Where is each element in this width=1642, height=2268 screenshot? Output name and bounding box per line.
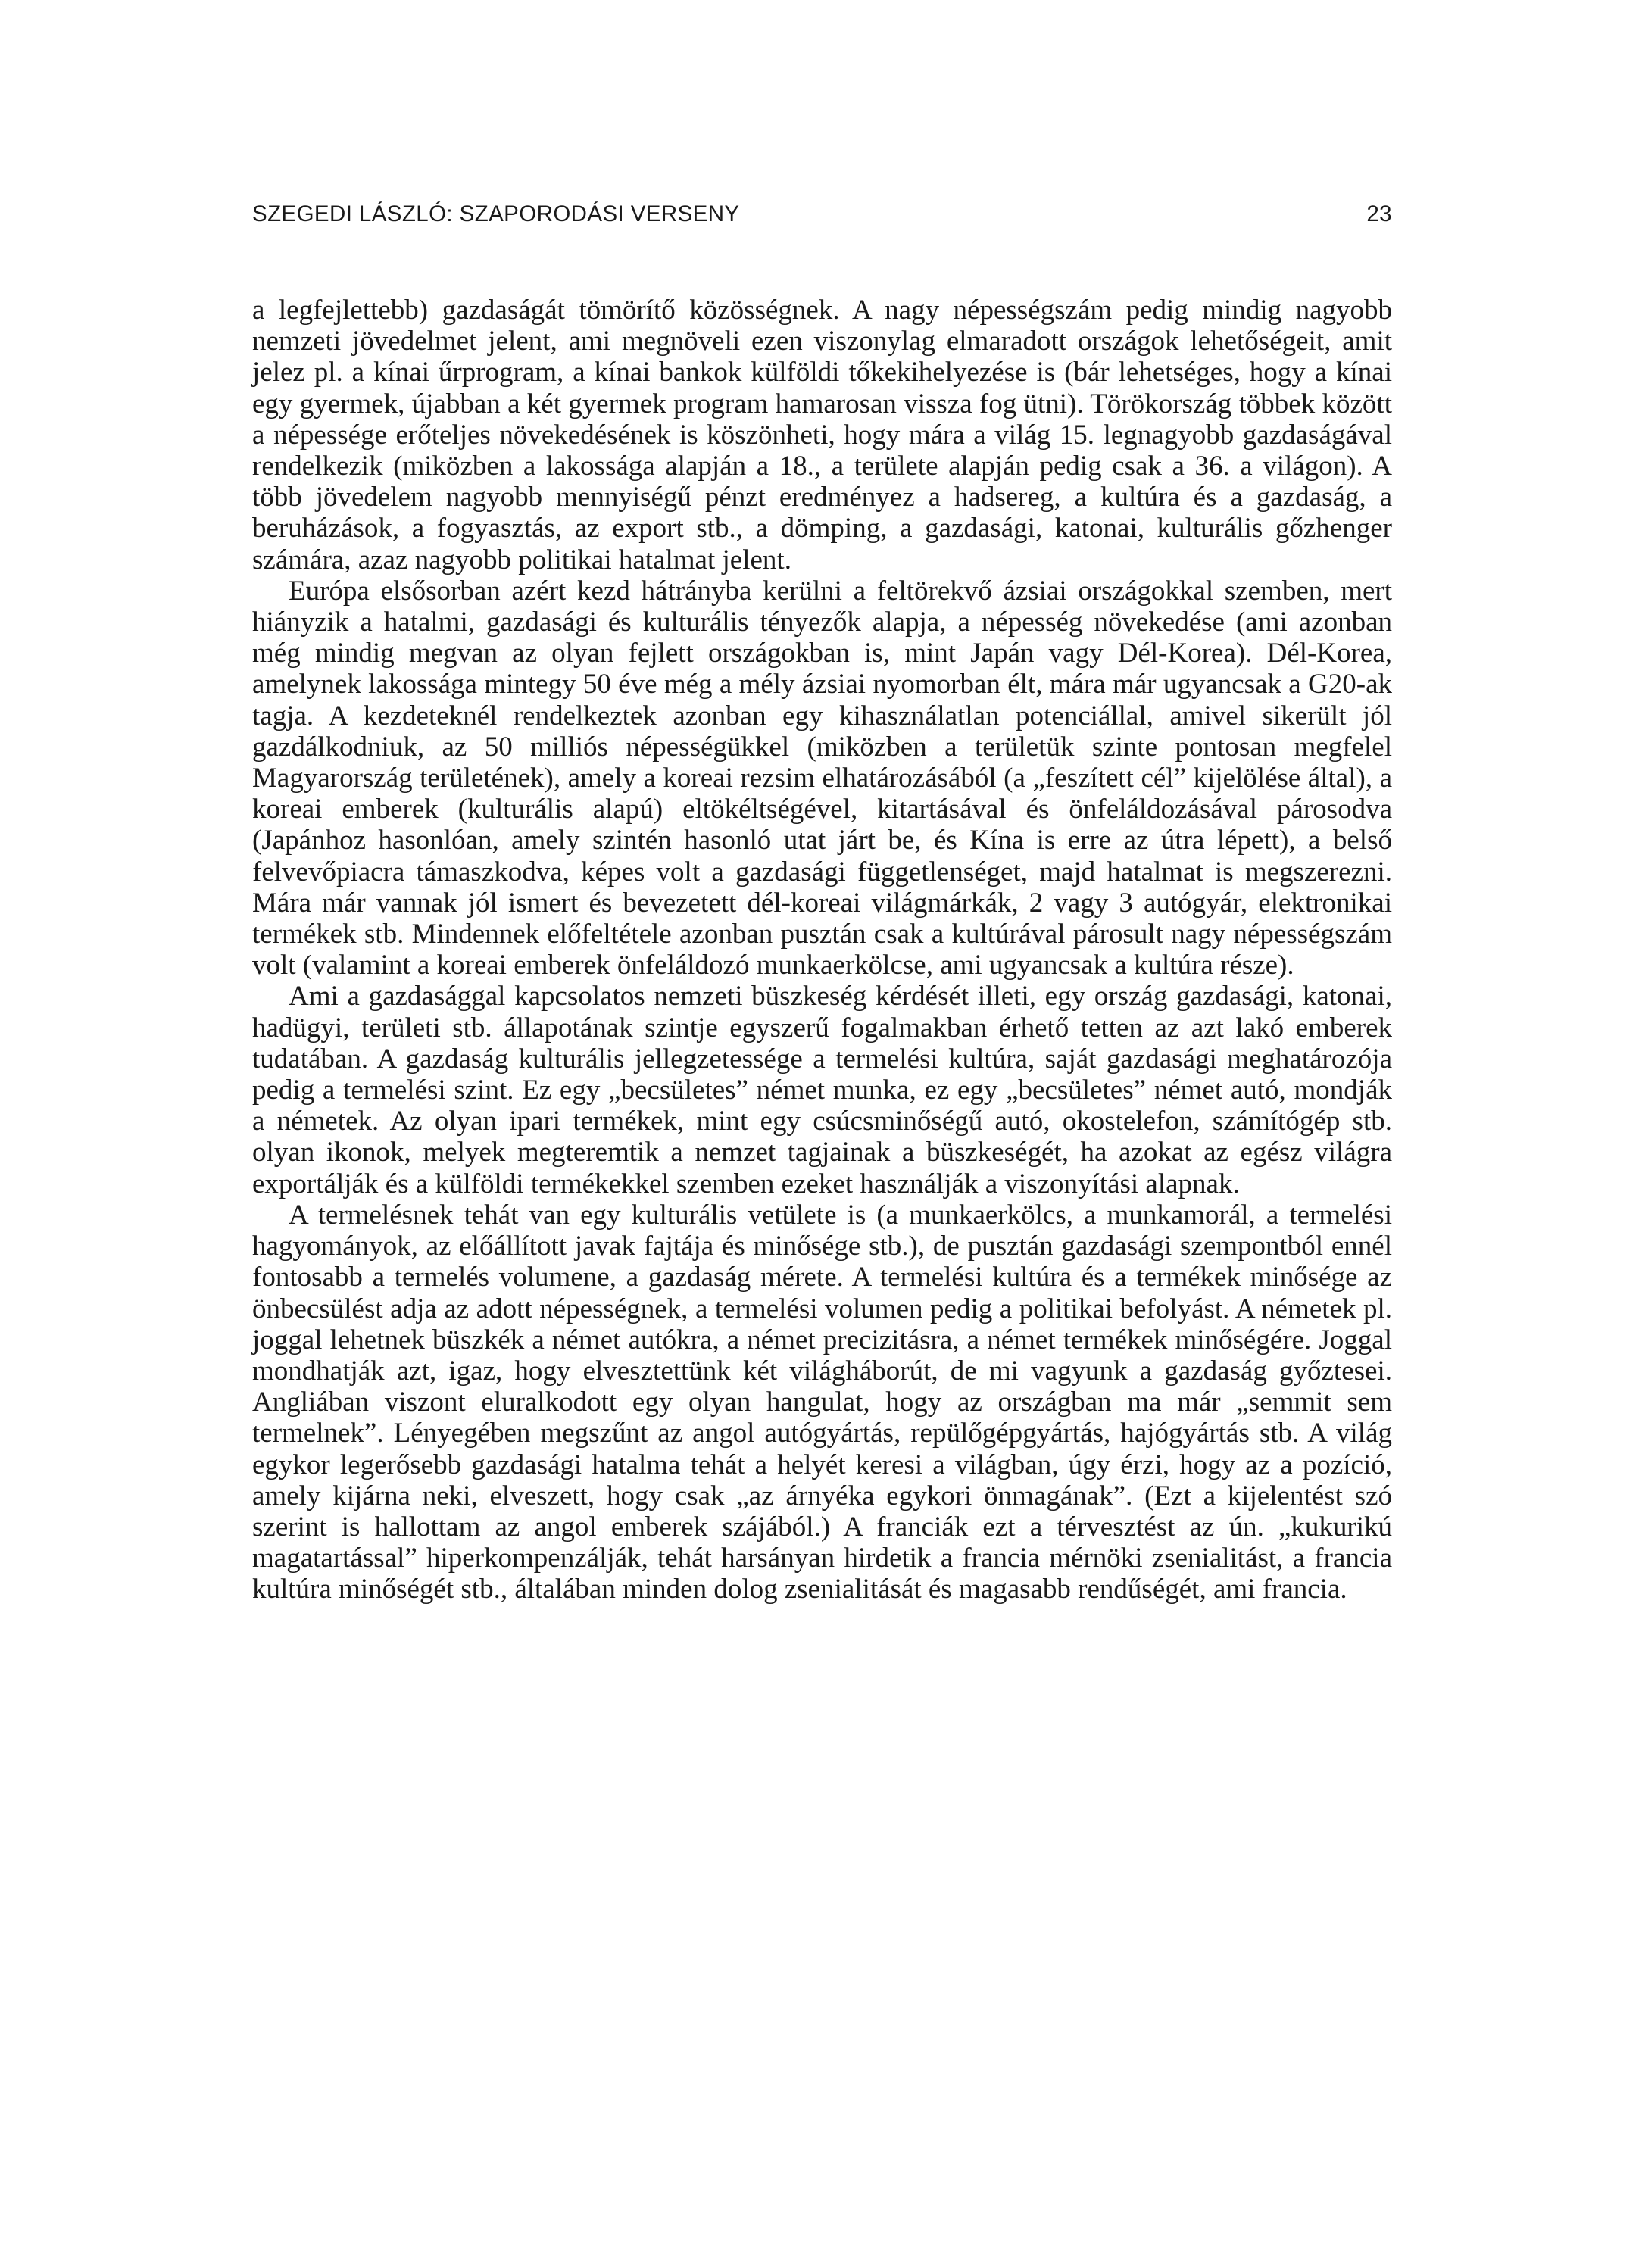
paragraph-2: Európa elsősorban azért kezd hátrányba kerülni a feltörekvő ázsiai országokkal szemben, mert hiányzik a hatalmi, gazdasági és kulturális tényezők alapja, a népesség növekedése (ami azonban még mindig megvan az olyan fejlett országokban is, mint Japán vagy Dél-Korea). Dél-Korea, amelynek lakossága mintegy 50 éve még a mély ázsiai nyomorban élt, mára már ugyancsak a G20-ak tagja. A kezdeteknél rendelkeztek azonban egy kihasználatlan potenciállal, amivel sikerült jól gazdálkodniuk, az 50 milliós népességükkel (miközben a területük szinte pontosan megfelel Magyarország területének), amely a koreai rezsim elhatározásából (a „feszített cél” kijelölése által), a koreai emberek (kulturális alapú) eltökéltségével, kitartásával és önfeláldozásával párosodva (Japánhoz hasonlóan, amely szintén hasonló utat járt be, és Kína is erre az útra lépett), a belső felvevőpiacra támaszkodva, képes volt a gazdasági függetlenséget, majd hatalmat is megszerezni. Mára már vannak jól ismert és bevezetett dél-koreai világmárkák, 2 vagy 3 autógyár, elektronikai termékek stb. Mindennek előfeltétele azonban pusztán csak a kultúrával párosult nagy népességszám volt (valamint a koreai emberek önfeláldozó munkaerkölcse, ami ugyancsak a kultúra része).	[252, 575, 1392, 981]
paragraph-3: Ami a gazdasággal kapcsolatos nemzeti büszkeség kérdését illeti, egy ország gazdasági, katonai, hadügyi, területi stb. állapotának szintje egyszerű fogalmakban érhető tetten az azt lakó emberek tudatában. A gazdaság kulturális jellegzetessége a termelési kultúra, saját gazdasági meghatározója pedig a termelési szint. Ez egy „becsületes” német munka, ez egy „becsületes” német autó, mondják a németek. Az olyan ipari termékek, mint egy csúcsminőségű autó, okostelefon, számítógép stb. olyan ikonok, melyek megteremtik a nemzet tagjainak a büszkeségét, ha azokat az egész világra exportálják és a külföldi termékekkel szemben ezeket használják a viszonyítási alapnak.	[252, 981, 1392, 1200]
paragraph-1: a legfejlettebb) gazdaságát tömörítő közösségnek. A nagy népességszám pedig mindig nagyobb nemzeti jövedelmet jelent, ami megnöveli ezen viszonylag elmaradott országok lehetőségeit, amit jelez pl. a kínai űrprogram, a kínai bankok külföldi tőkekihelyezése is (bár lehetséges, hogy a kínai egy gyermek, újabban a két gyermek program hamarosan vissza fog ütni). Törökország többek között a népessége erőteljes növekedésének is köszönheti, hogy mára a világ 15. legnagyobb gazdaságával rendelkezik (miközben a lakossága alapján a 18., a területe alapján pedig csak a 36. a világon). A több jövedelem nagyobb mennyiségű pénzt eredményez a hadsereg, a kultúra és a gazdaság, a beruházások, a fogyasztás, az export stb., a dömping, a gazdasági, katonai, kulturális gőzhenger számára, azaz nagyobb politikai hatalmat jelent.	[252, 295, 1392, 576]
running-header	[252, 201, 1392, 236]
paragraph-4: A termelésnek tehát van egy kulturális vetülete is (a munkaerkölcs, a munkamorál, a termelési hagyományok, az előállított javak fajtája és minősége stb.), de pusztán gazdasági szempontból ennél fontosabb a termelés volumene, a gazdaság mérete. A termelési kultúra és a termékek minősége az önbecsülést adja az adott népességnek, a termelési volumen pedig a politikai befolyást. A németek pl. joggal lehetnek büszkék a német autókra, a német precizitásra, a német termékek minőségére. Joggal mondhatják azt, igaz, hogy elvesztettünk két világháborút, de mi vagyunk a gazdaság győztesei. Angliában viszont eluralkodott egy olyan hangulat, hogy az országban ma már „semmit sem termelnek”. Lényegében megszűnt az angol autógyártás, repülőgépgyártás, hajógyártás stb. A világ egykor legerősebb gazdasági hatalma tehát a helyét keresi a világban, úgy érzi, hogy az a pozíció, amely kijárna neki, elveszett, hogy csak „az árnyéka egykori önmagának”. (Ezt a kijelentést szó szerint is hallottam az angol emberek szájából.) A franciák ezt a térvesztést az ún. „kukurikú magatartással” hiperkompenzálják, tehát harsányan hirdetik a francia mérnöki zsenialitást, a francia kultúra minőségét stb., általában minden dolog zsenialitását és magasabb rendűségét, ami francia.	[252, 1199, 1392, 1605]
running-title: SZEGEDI LÁSZLÓ: SZAPORODÁSI VERSENY	[252, 201, 740, 226]
page-number: 23	[1366, 201, 1392, 226]
body-text	[252, 295, 1392, 1605]
